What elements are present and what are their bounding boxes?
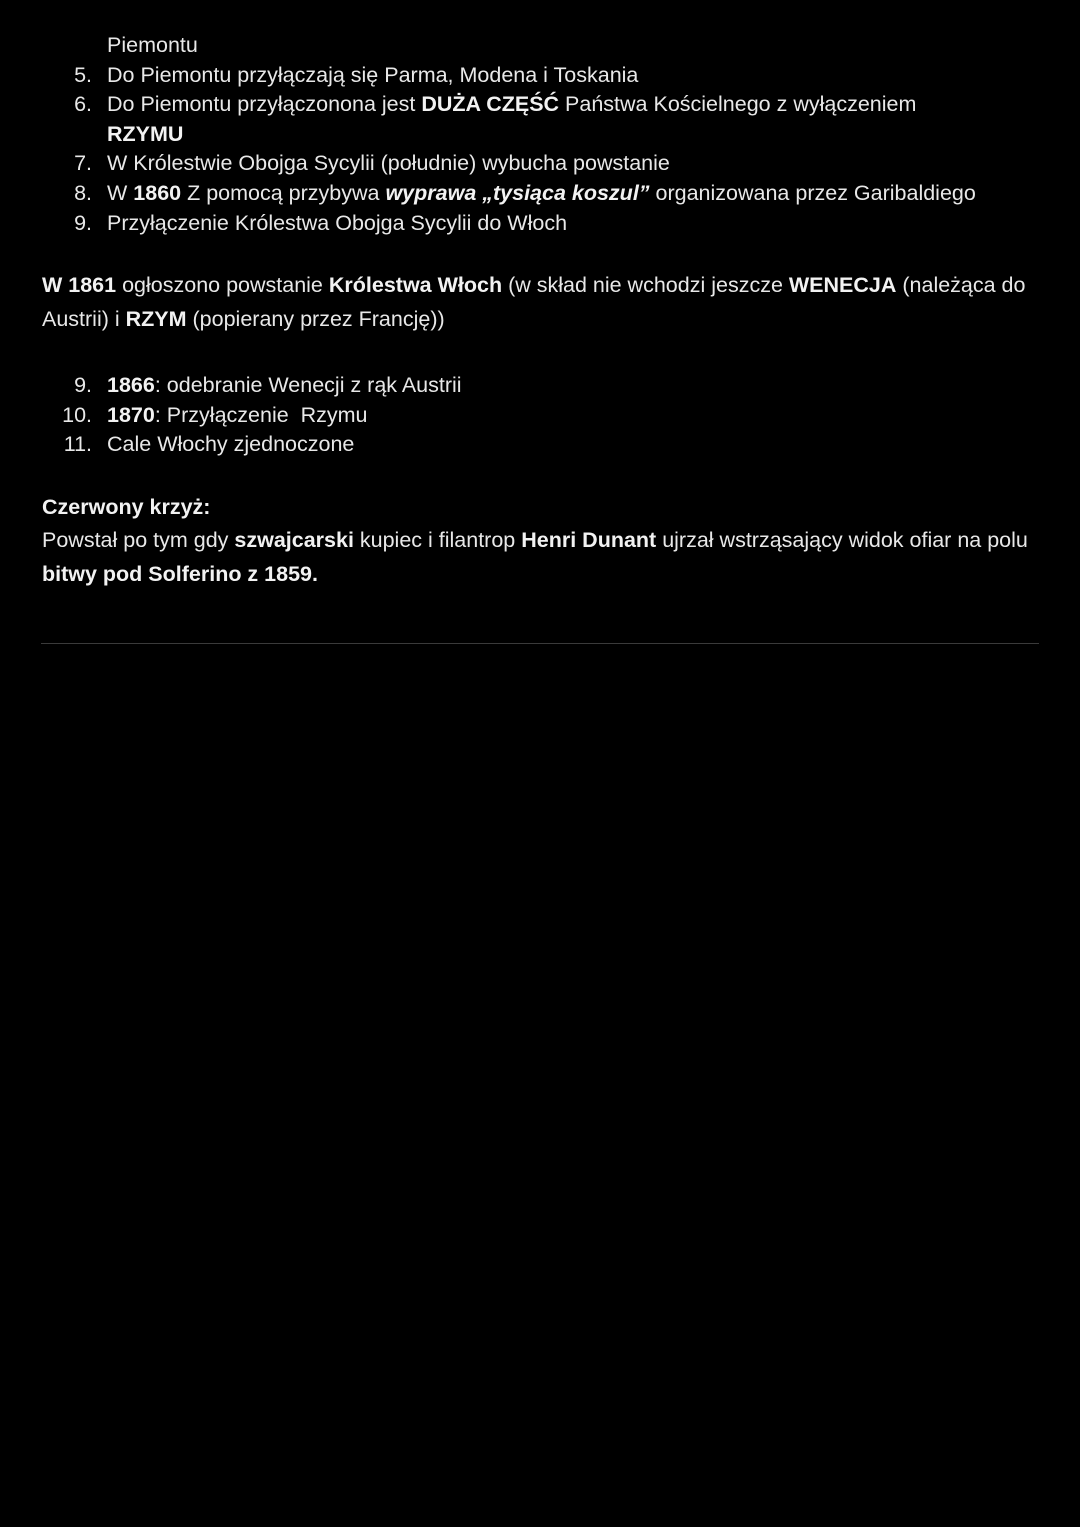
list-item-number: 9. xyxy=(74,373,92,397)
list-item-emphasis: 1870 xyxy=(107,402,155,427)
paragraph-text: (w skład nie wchodzi jeszcze xyxy=(502,273,789,297)
list-item-number: 7. xyxy=(74,151,92,176)
list-item-text: : odebranie Wenecji z rąk Austrii xyxy=(154,373,462,397)
list-item xyxy=(0,209,1080,239)
list-item-text: Do Piemontu przyłączają się Parma, Modena i Toskania xyxy=(107,62,639,87)
list-item-emphasis: 1866 xyxy=(107,373,155,397)
paragraph-text: ujrzał wstrząsający widok ofiar na polu xyxy=(656,528,1028,552)
list-item-emphasis: 1860 xyxy=(133,180,182,205)
list-item-text: Państwa Kościelnego z wyłączeniem xyxy=(559,92,917,117)
list-item-text: W xyxy=(107,180,134,205)
numbered-list-unification-steps xyxy=(0,31,1080,238)
list-item xyxy=(0,179,1080,209)
paragraph-text: (popierany przez Francję)) xyxy=(186,306,445,331)
emphasis-text: RZYM xyxy=(125,306,187,331)
emphasis-text: szwajcarski xyxy=(234,528,354,552)
list-item-number: 5. xyxy=(74,62,92,87)
list-item-emphasis-italic: wyprawa „tysiąca koszul” xyxy=(385,180,650,205)
list-item xyxy=(0,371,1080,401)
list-item-number: 9. xyxy=(74,210,92,235)
list-item-number: 11. xyxy=(63,432,92,457)
list-item xyxy=(0,61,1080,91)
list-item-text: Do Piemontu przyłączonona jest xyxy=(107,92,422,117)
list-item-emphasis: DUŻA CZĘŚĆ xyxy=(421,92,560,117)
list-item-continuation xyxy=(0,120,1080,150)
paragraph-red-cross xyxy=(42,524,1052,591)
list-item xyxy=(0,31,1080,61)
list-item xyxy=(0,430,1080,460)
list-item-emphasis: RZYMU xyxy=(107,121,184,146)
list-item-number: 10. xyxy=(62,402,92,427)
paragraph-text: (należąca do Austrii) i xyxy=(42,273,1026,331)
list-item-text: W Królestwie Obojga Sycylii (południe) wybucha powstanie xyxy=(107,151,670,176)
paragraph-text: ogłoszono powstanie xyxy=(116,273,329,297)
emphasis-text: W 1861 xyxy=(42,273,117,297)
section-heading-red-cross: Czerwony krzyż: xyxy=(42,495,211,519)
emphasis-text: Henri Dunant xyxy=(521,528,657,552)
list-item-text: Cale Włochy zjednoczone xyxy=(107,432,355,457)
paragraph-kingdom-of-italy xyxy=(42,269,1052,336)
list-item-number: 6. xyxy=(74,92,92,117)
emphasis-text: bitwy pod Solferino z 1859. xyxy=(42,561,318,586)
list-item-number: 8. xyxy=(74,180,92,205)
emphasis-text: Królestwa Włoch xyxy=(328,273,503,297)
horizontal-divider xyxy=(41,643,1039,644)
list-item xyxy=(0,149,1080,179)
emphasis-text: WENECJA xyxy=(788,273,897,297)
list-item xyxy=(0,401,1080,431)
list-item-text: : Przyłączenie Rzymu xyxy=(154,402,368,427)
list-item xyxy=(0,90,1080,120)
paragraph-text: kupiec i filantrop xyxy=(353,528,522,552)
list-item-text: Przyłączenie Królestwa Obojga Sycylii do Włoch xyxy=(107,210,568,235)
list-item-text: organizowana przez Garibaldiego xyxy=(649,180,976,205)
list-item-text: Piemontu xyxy=(107,33,198,57)
numbered-list-final-steps xyxy=(0,371,1080,460)
list-item-text: Z pomocą przybywa xyxy=(181,180,386,205)
paragraph-text: Powstał po tym gdy xyxy=(42,528,235,552)
